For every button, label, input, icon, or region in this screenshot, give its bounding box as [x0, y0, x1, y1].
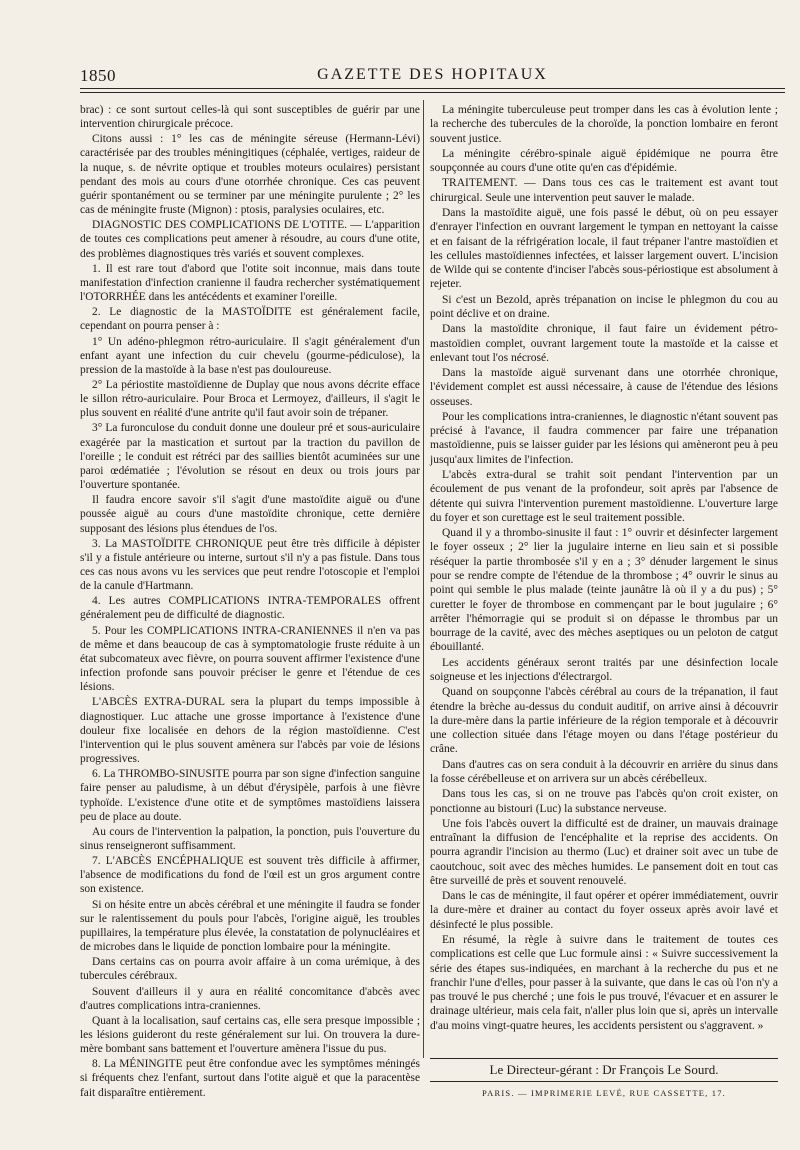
- paragraph: L'abcès extra-dural se trahit soit pendant l'intervention par un écoulement de pus venant de la profondeur, soit après par l'absence de détente qui suivra l'intervention purement mastoïdienne. L'ouverture large du foyer et son curettage est le seul traitement possible.: [430, 469, 778, 524]
- paragraph: 3. La MASTOÏDITE CHRONIQUE peut être très difficile à dépister s'il y a fistule antérieure ou interne, surtout s'il n'y a pas fistule. Dans tous ces cas nous avons vu les services que peut rendre l'otoscopie et l'emploi de la canule d'Hartmann.: [80, 537, 420, 593]
- paragraph: 8. La MÉNINGITE peut être confondue avec les symptômes méningés si fréquents chez l'enfant, surtout dans l'otite aiguë et que la paracentèse fait disparaître entièrement.: [80, 1058, 420, 1099]
- paragraph: 2. Le diagnostic de la MASTOÏDITE est généralement facile, cependant on pourra penser à :: [80, 306, 420, 333]
- journal-title: GAZETTE DES HOPITAUX: [317, 66, 548, 83]
- paragraph: L'ABCÈS EXTRA-DURAL sera la plupart du temps impossible à diagnostiquer. Luc attache une grosse importance à l'existence d'une douleur fixe localisée en dehors de la région mastoïdienne. C'est l'intervention qui le plus souvent amènera sur l'abcès par voie de lésions progressives.: [80, 696, 420, 766]
- paragraph: 1. Il est rare tout d'abord que l'otite soit inconnue, mais dans toute manifestation d'infection cranienne il faudra rechercher systématiquement l'OTORRHÉE dans les antécédents et examiner l'oreille.: [80, 262, 420, 304]
- paragraph: En résumé, la règle à suivre dans le traitement de toutes ces complications est celle que Luc formule ainsi : « Suivre successivement la série des étapes sus-indiquées, en marchant à la recherche du pus et ne franchir l'une d'elles, pour passer à la suivante, que dans le cas où l'on n'y a pas trouvé le pus cherché ; une fois le pus trouvé, l'évacuer et en assurer le drainage ultérieur, mais cela fait, n'aller plus loin que si, après un intervalle d'au moins vingt-quatre heures, les accidents persistent ou s'aggravent. »: [430, 934, 778, 1032]
- paragraph: Si c'est un Bezold, après trépanation on incise le phlegmon du cou au point déclive et on draine.: [430, 293, 778, 320]
- paragraph: Quand il y a thrombo-sinusite il faut : 1° ouvrir et désinfecter largement le foyer osseux ; 2° lier la jugulaire interne en lieu sain et si possible réséquer la partie thrombosée s'il y en a ; 3° dénuder largement le sinus pour se rendre compte de l'étendue de la thrombose ; 4° ouvrir le sinus au point qui semble le plus malade (teinte jaunâtre là où il y a du pus) ; 5° curetter le foyer de thrombose en commençant par le bout jugulaire ; 6° arrêter l'hémorragie qui se produit si on dépasse le thrombus par un bourrage de la cavité, avec des mèches aseptiques ou un peloton de catgut ébouillanté.: [430, 527, 778, 654]
- signature-rule-thick: [430, 1081, 778, 1082]
- paragraph: 5. Pour les COMPLICATIONS INTRA-CRANIENNES il n'en va pas de même et dans beaucoup de cas à symptomatologie fruste réduite à un état subcomateux avec fièvre, on pourra souvent affirmer l'existence d'une infection profonde sans pouvoir préciser le genre et l'étendue de ces lésions.: [80, 624, 420, 694]
- paragraph: Si on hésite entre un abcès cérébral et une méningite il faudra se fonder sur le ralentissement du pouls pour l'abcès, l'origine aiguë, les troubles pupillaires, la température plus élevée, la constatation de polynucléaires et de microbes dans le liquide de ponction lombaire pour la méningite.: [80, 898, 420, 954]
- header-rule-thin: [80, 92, 785, 93]
- paragraph: Pour les complications intra-craniennes, le diagnostic n'étant souvent pas précisé à l'avance, il faudra commencer par faire une trépanation mastoïdienne, puis se laisser guider par les lésions qui amèneront peu à peu jusqu'aux limites de l'infection.: [430, 410, 778, 466]
- paragraph: Les accidents généraux seront traités par une désinfection locale soigneuse et les injections d'électrargol.: [430, 656, 778, 683]
- header-rule: [80, 88, 785, 89]
- paragraph: 4. Les autres COMPLICATIONS INTRA-TEMPORALES offrent généralement peu de difficulté de diagnostic.: [80, 595, 420, 622]
- paragraph: La méningite cérébro-spinale aiguë épidémique ne pourra être soupçonnée au cours d'une otite qu'en cas d'épidémie.: [430, 147, 778, 175]
- section-heading-traitement: TRAITEMENT. — Dans tous ces cas le traitement est avant tout chirurgical. Seule une intervention peut sauver le malade.: [430, 177, 778, 204]
- paragraph: Dans le cas de méningite, il faut opérer et opérer immédiatement, ouvrir la dure-mère et drainer au contact du foyer osseux après avoir lavé et désinfecté le plus possible.: [430, 890, 778, 931]
- paragraph: Une fois l'abcès ouvert la difficulté est de drainer, un mauvais drainage entraînant la diffusion de l'encéphalite et la reprise des accidents. On pourra agrandir l'incision au thermo (Luc) et drainer soit avec un tube de caoutchouc, soit avec des mèches humides. Le pansement doit en tout cas être surveillé de près et souvent renouvelé.: [430, 817, 778, 887]
- paragraph: La méningite tuberculeuse peut tromper dans les cas à évolution lente ; la recherche des tubercules de la choroïde, la ponction lombaire en feront souvent justice.: [430, 104, 778, 145]
- column-divider: [423, 100, 424, 1058]
- page-number: 1850: [80, 66, 116, 85]
- paragraph: Il faudra encore savoir s'il s'agit d'une mastoïdite aiguë ou d'une poussée aiguë au cours d'une mastoïdite chronique, cette dernière supposant des lésions plus étendues de l'os.: [80, 494, 420, 535]
- signature-rule: [430, 1058, 778, 1059]
- page-header: [80, 66, 785, 86]
- paragraph: brac) : ce sont surtout celles-là qui sont susceptibles de guérir par une intervention chirurgicale précoce.: [80, 104, 420, 131]
- paragraph: 7. L'ABCÈS ENCÉPHALIQUE est souvent très difficile à affirmer, l'absence de modifications du fond de l'œil est un gros argument contre son existence.: [80, 855, 420, 896]
- paragraph: 6. La THROMBO-SINUSITE pourra par son signe d'infection sanguine faire penser au paludisme, à un début d'érysipèle, parfois à une fièvre typhoïde. L'existence d'une otite et de symptômes mastoïdiens laissera peu de place au doute.: [80, 768, 420, 823]
- paragraph: Dans la mastoïdite aiguë, une fois passé le début, où on peu essayer d'enrayer l'infection en ouvrant largement le tympan en nettoyant la caisse et en faisant de la réfrigération locale, il faut trépaner l'antre mastoïdien et les cellules mastoïdiennes infectées, et laisser largement ouvert. L'incision de Wilde qui se contente d'inciser l'abcès sous-périostique est absolument à rejeter.: [430, 206, 778, 291]
- paragraph: 2° La périostite mastoïdienne de Duplay que nous avons décrite efface le sillon rétro-auriculaire. Pour Broca et Lermoyez, d'ailleurs, il s'agit le plus souvent en réalité d'une antrite qu'il faut avoir soin de trépaner.: [80, 378, 420, 420]
- paragraph: Citons aussi : 1° les cas de méningite séreuse (Hermann-Lévi) caractérisée par des troubles méningitiques (céphalée, vertiges, raideur de la nuque, s. de névrite optique et troubles moteurs oculaires) persistant pendant des mois au cours d'une otorrhée chronique. Ces cas peuvent guérir spontanément ou se terminer par une méningite purulente ; 2° les cas de méningite fruste (Mignon) : ptosis, paralysies oculaires, etc.: [80, 133, 420, 217]
- paragraph: Au cours de l'intervention la palpation, la ponction, puis l'ouverture du sinus renseigneront suffisamment.: [80, 825, 420, 852]
- paragraph: 1° Un adéno-phlegmon rétro-auriculaire. Il s'agit généralement d'un enfant ayant une infection du cuir chevelu (gourme-pédiculose), la pression de la mastoïde à la base n'est pas douloureuse.: [80, 335, 420, 376]
- left-column: [80, 103, 420, 1101]
- paragraph: Dans tous les cas, si on ne trouve pas l'abcès qu'on croit exister, on ponctionne au bistouri (Luc) la substance nerveuse.: [430, 788, 778, 815]
- paragraph: Dans certains cas on pourra avoir affaire à un coma urémique, à des tubercules cérébraux.: [80, 956, 420, 983]
- section-heading-diagnostic: DIAGNOSTIC DES COMPLICATIONS DE L'OTITE. — L'apparition de toutes ces complications peut amener à résoudre, au cours d'une otite, des problèmes diagnostiques très variés et souvent complexes.: [80, 219, 420, 260]
- paragraph: Quant à la localisation, sauf certains cas, elle sera presque impossible ; les lésions guideront du reste généralement sur lui. On trouvera la dure-mère bombant sans battement et l'ouverture amènera l'issue du pus.: [80, 1014, 420, 1056]
- paragraph: Souvent d'ailleurs il y aura en réalité concomitance d'abcès avec d'autres complications intra-craniennes.: [80, 985, 420, 1012]
- director-signature: Le Directeur-gérant : Dr François Le Sourd.: [489, 1062, 719, 1077]
- paragraph: Dans d'autres cas on sera conduit à la découvrir en arrière du sinus dans la fosse cérébelleuse et on arrivera sur un abcès cérébelleux.: [430, 758, 778, 785]
- paragraph: 3° La furonculose du conduit donne une douleur pré et sous-auriculaire exagérée par la mastication et surtout par la traction du pavillon de l'oreille ; le conduit est rétréci par des saillies bientôt acuminées sur une paroi œdématiée ; l'évolution se résout en deux ou trois jours par l'ouverture spontanée.: [80, 422, 420, 492]
- right-column: [430, 103, 778, 1034]
- paragraph: Dans la mastoïdite chronique, il faut faire un évidement pétro-mastoïdien complet, ouvrant largement toute la mastoïde et la caisse et enlevant tout l'os nécrosé.: [430, 323, 778, 364]
- printer-imprint: PARIS. — IMPRIMERIE LEVÉ, RUE CASSETTE, 17.: [482, 1088, 726, 1098]
- paragraph: Quand on soupçonne l'abcès cérébral au cours de la trépanation, il faut étendre la brèche au-dessus du conduit auditif, on arrive ainsi à découvrir la dure-mère dans la partie inférieure de la région temporale et à découvrir une collection située dans l'étage moyen ou dans l'étage postérieur du crâne.: [430, 686, 778, 756]
- paragraph: Dans la mastoïde aiguë survenant dans une otorrhée chronique, l'évidement complet est aussi nécessaire, à cause de l'étendue des lésions osseuses.: [430, 367, 778, 408]
